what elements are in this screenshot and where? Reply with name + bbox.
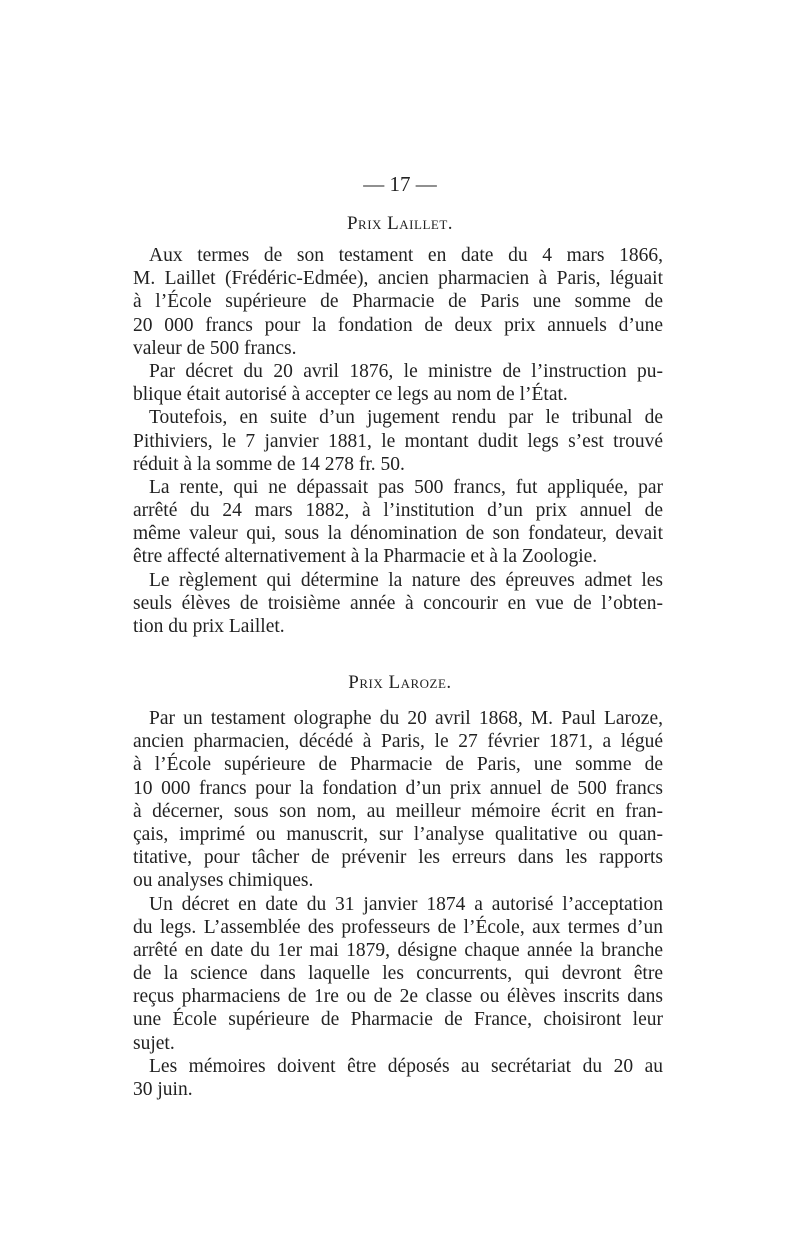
text-line: Toutefois, en suite d’un jugement rendu par le tribunal de [149,407,663,429]
text-line: 20 000 francs pour la fondation de deux prix annuels d’une [133,314,663,336]
section-body-prix-laroze [133,707,663,1101]
text-line: être affecté alternativement à la Pharmacie et à la Zoologie. [133,546,598,568]
paragraph [133,569,663,639]
paragraph [133,893,663,1055]
text-line: Par décret du 20 avril 1876, le ministre de l’instruction pu- [149,360,663,382]
text-line: çais, imprimé ou manuscrit, sur l’analyse qualitative ou quan- [133,823,663,845]
section-heading-prix-laillet: Prix Laillet. [346,213,454,234]
text-line: Le règlement qui détermine la nature des épreuves admet les [149,569,663,591]
text-line: titative, pour tâcher de prévenir les erreurs dans les rapports [133,847,663,869]
text-line: La rente, qui ne dépassait pas 500 francs, fut appliquée, par [149,476,663,498]
text-line: à l’École supérieure de Pharmacie de Paris une somme de [133,291,663,313]
page-number: — 17 — [363,172,437,196]
text-line: 10 000 francs pour la fondation d’un prix annuel de 500 francs [133,777,663,799]
paragraph [133,244,663,360]
text-line: valeur de 500 francs. [133,337,297,359]
text-line: Par un testament olographe du 20 avril 1868, M. Paul Laroze, [149,708,663,729]
text-line: du legs. L’assemblée des professeurs de l’École, aux termes d’un [133,916,663,938]
text-line: à décerner, sous son nom, au meilleur mémoire écrit en fran- [133,800,663,822]
text-line: Les mémoires doivent être déposés au secrétariat du 20 au [149,1055,663,1077]
text-line: Pithiviers, le 7 janvier 1881, le montant dudit legs s’est trouvé [133,430,663,452]
text-line: 30 juin. [133,1079,193,1100]
paragraph [133,476,663,569]
section-heading-prix-laroze: Prix Laroze. [348,672,452,693]
paragraph [133,406,663,476]
text-line: même valeur qui, sous la dénomination de son fondateur, devait [133,523,663,545]
text-line: arrêté en date du 1er mai 1879, désigne chaque année la branche [133,939,663,961]
text-line: sujet. [133,1032,175,1054]
text-line: une École supérieure de Pharmacie de France, choisiront leur [133,1009,663,1031]
text-line: ancien pharmacien, décédé à Paris, le 27 février 1871, a légué [133,731,663,753]
text-line: tion du prix Laillet. [133,616,285,637]
section-body-prix-laillet [133,244,663,638]
text-line: réduit à la somme de 14 278 fr. 50. [133,453,405,475]
text-line: Aux termes de son testament en date du 4 mars 1866, [149,245,663,266]
text-line: ou analyses chimiques. [133,870,314,892]
text-line: arrêté du 24 mars 1882, à l’institution d’un prix annuel de [133,500,663,522]
text-line: de la science dans laquelle les concurrents, qui devront être [133,963,663,985]
text-line: blique était autorisé à accepter ce legs au nom de l’État. [133,384,568,406]
text-line: à l’École supérieure de Pharmacie de Paris, une somme de [133,754,663,776]
paragraph [133,360,663,406]
text-line: reçus pharmaciens de 1re ou de 2e classe ou élèves inscrits dans [133,986,663,1008]
paragraph [133,1055,663,1101]
text-line: seuls élèves de troisième année à concourir en vue de l’obten- [133,592,663,614]
text-line: Un décret en date du 31 janvier 1874 a autorisé l’acceptation [149,893,663,915]
text-line: M. Laillet (Frédéric-Edmée), ancien pharmacien à Paris, léguait [133,268,663,290]
paragraph [133,707,663,893]
